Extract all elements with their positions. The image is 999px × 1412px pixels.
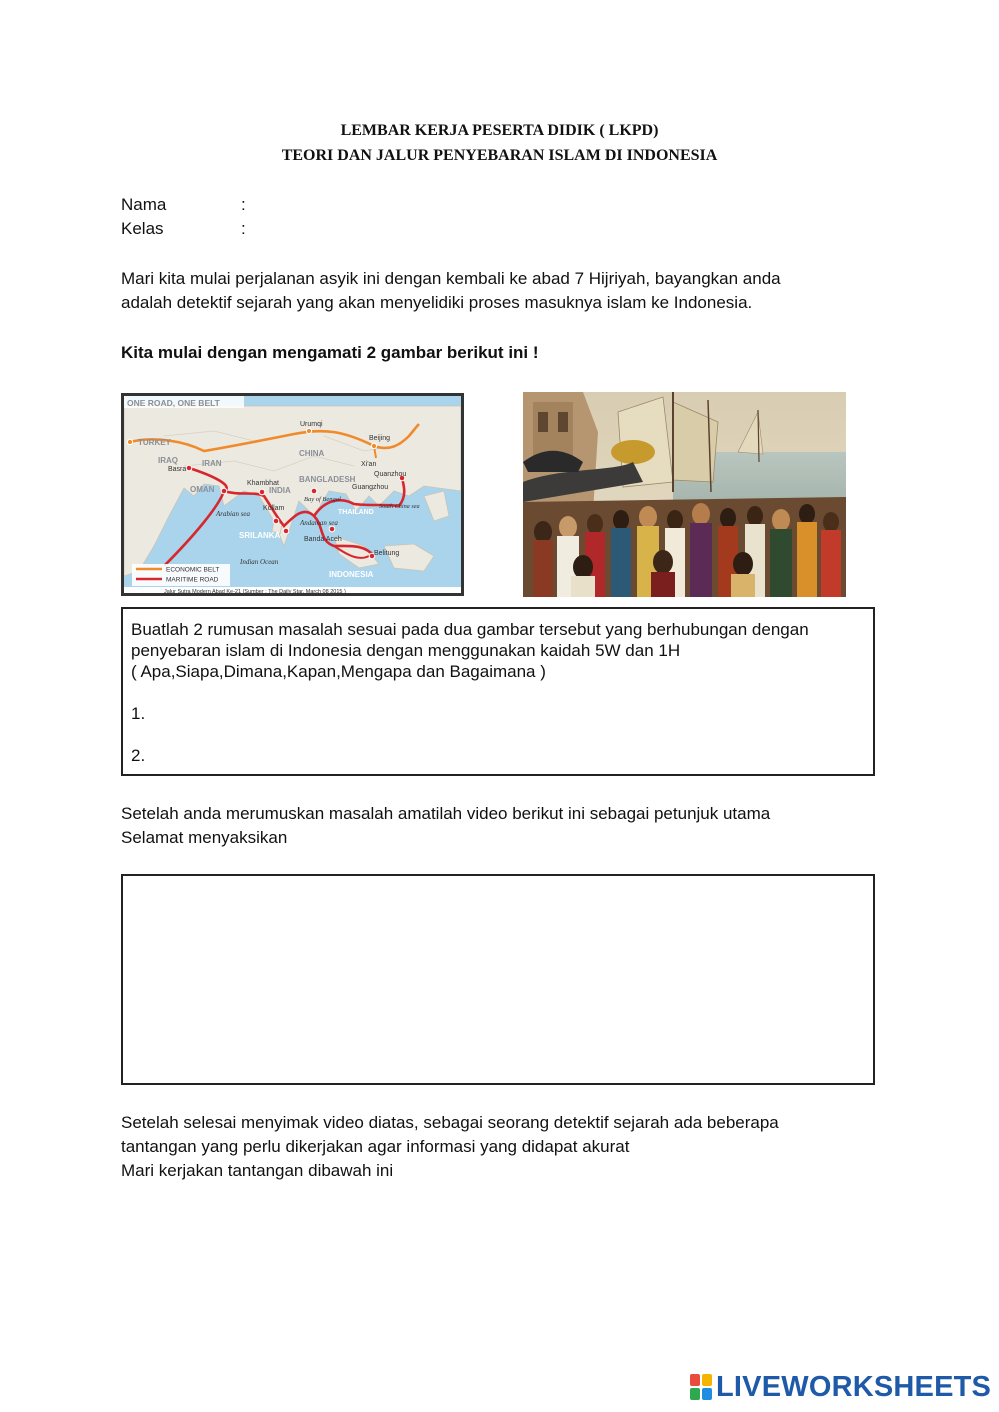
map-label-indonesia: INDONESIA <box>329 570 374 579</box>
name-colon: : <box>241 195 246 214</box>
closing-line-1: Setelah selesai menyimak video diatas, sebagai seorang detektif sejarah ada beberapa <box>121 1113 779 1132</box>
map-label-quanzhou: Quanzhou <box>374 471 407 478</box>
map-label-oman: OMAN <box>190 485 215 494</box>
observation-instruction: Kita mulai dengan mengamati 2 gambar berikut ini ! <box>121 343 539 362</box>
question-line-2: penyebaran islam di Indonesia dengan menggunakan kaidah 5W dan 1H <box>131 641 681 660</box>
closing-line-3: Mari kerjakan tantangan dibawah ini <box>121 1161 394 1180</box>
map-label-bangladesh: BANGLADESH <box>299 475 356 484</box>
question-line-3: ( Apa,Siapa,Dimana,Kapan,Mengapa dan Bagaimana ) <box>131 662 546 681</box>
name-label: Nama <box>121 195 167 214</box>
liveworksheets-logo <box>690 1372 991 1402</box>
worksheet-subtitle: TEORI DAN JALUR PENYEBARAN ISLAM DI INDONESIA <box>281 147 718 164</box>
map-label-indian-ocean: Indian Ocean <box>240 558 279 566</box>
map-banner: ONE ROAD, ONE BELT <box>127 398 220 408</box>
map-label-urumqi: Urumqi <box>300 421 323 428</box>
answer-item-1[interactable]: 1. <box>131 704 146 723</box>
closing-line-2: tantangan yang perlu dikerjakan agar informasi yang didapat akurat <box>121 1137 630 1156</box>
map-label-khambhat: Khambhat <box>247 480 279 487</box>
video-instruction-line-2: Selamat menyaksikan <box>121 828 288 847</box>
map-label-xian: Xi'an <box>361 461 377 468</box>
video-instruction-line-1: Setelah anda merumuskan masalah amatilah video berikut ini sebagai petunjuk utama <box>121 804 771 823</box>
map-label-belitung: Belitung <box>374 550 400 557</box>
map-legend-maritime-road: MARITIME ROAD <box>166 576 219 584</box>
map-legend-economic-belt: ECONOMIC BELT <box>166 566 220 574</box>
map-label-banda-aceh: Banda Aceh <box>304 536 342 543</box>
map-label-china: CHINA <box>299 449 325 458</box>
silk-road-map-image <box>121 393 464 596</box>
map-label-iran: IRAN <box>202 459 222 468</box>
map-label-andaman-sea: Andaman sea <box>300 519 338 527</box>
intro-paragraph <box>121 267 781 315</box>
map-label-thailand: THAILAND <box>338 509 374 516</box>
map-label-basra: Basra <box>168 466 187 473</box>
traders-painting-image <box>523 392 846 597</box>
problem-formulation-box[interactable] <box>121 607 875 776</box>
class-label: Kelas <box>121 219 164 238</box>
map-label-iraq: IRAQ <box>158 456 178 465</box>
map-label-south-china-sea: South China sea <box>379 503 420 510</box>
worksheet-title: LEMBAR KERJA PESERTA DIDIK ( LKPD) <box>340 122 659 139</box>
intro-line-2: adalah detektif sejarah yang akan menyelidiki proses masuknya islam ke Indonesia. <box>121 293 753 312</box>
map-label-turkey: TURKEY <box>138 438 171 447</box>
closing-paragraph <box>121 1111 779 1183</box>
video-instruction <box>121 802 770 850</box>
map-label-bay-of-bengal: Bay of Bengal <box>304 496 341 503</box>
intro-line-1: Mari kita mulai perjalanan asyik ini dengan kembali ke abad 7 Hijriyah, bayangkan anda <box>121 269 781 288</box>
class-colon: : <box>241 219 246 238</box>
question-line-1: Buatlah 2 rumusan masalah sesuai pada dua gambar tersebut yang berhubungan dengan <box>131 620 809 639</box>
map-label-guangzhou: Guangzhou <box>352 484 389 491</box>
brand-name: LIVEWORKSHEETS <box>716 1370 992 1403</box>
map-label-arabian-sea: Arabian sea <box>216 510 251 518</box>
liveworksheets-icon <box>690 1374 712 1400</box>
map-caption: Jalur Sutra Modern Abad Ke-21 (Sumber : The Daily Star, March 08 2015 ) <box>164 589 346 593</box>
map-label-kollam: Kollam <box>263 505 285 512</box>
map-label-beijing: Beijing <box>369 435 391 442</box>
map-label-srilanka: SRILANKA <box>239 531 281 540</box>
video-frame[interactable] <box>121 874 875 1085</box>
map-label-india: INDIA <box>269 486 291 495</box>
answer-item-2[interactable]: 2. <box>131 746 146 765</box>
